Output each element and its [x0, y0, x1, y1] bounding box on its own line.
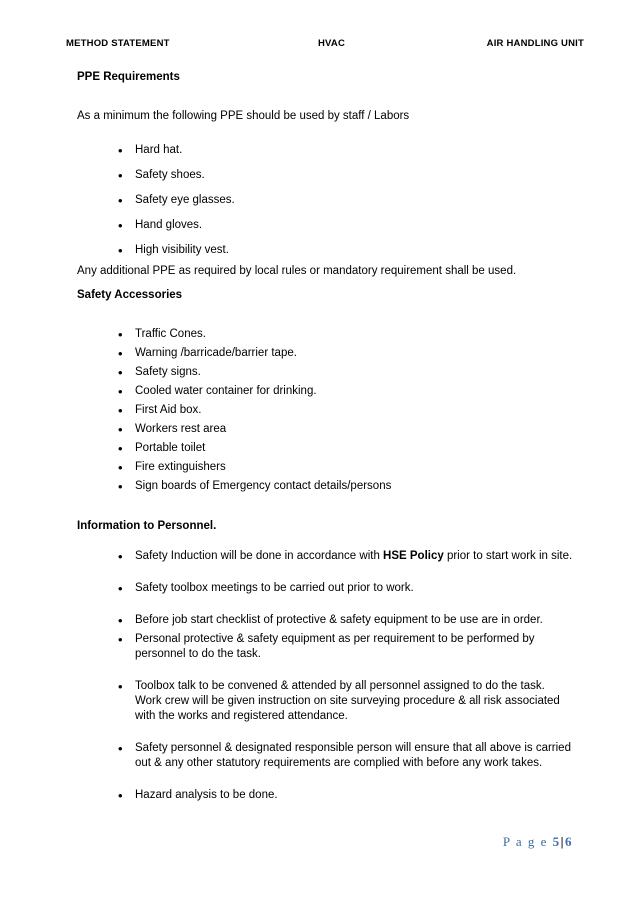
line: • Safety personnel & designated responsible person will ensure that all above is carried — [135, 742, 571, 754]
list-item: • Workers rest area — [115, 422, 595, 437]
page-separator: | — [560, 834, 565, 849]
list-item: • Hazard analysis to be done. — [115, 788, 595, 803]
page-footer — [503, 834, 573, 850]
safety-heading: Safety Accessories — [77, 289, 183, 301]
info-item1-pre: Safety Induction will be done in accordance with — [135, 550, 384, 562]
list-item: • Safety signs. — [115, 365, 595, 380]
header-right: AIR HANDLING UNIT — [486, 38, 584, 49]
list-item: • Warning /barricade/barrier tape. — [115, 346, 595, 361]
list-item — [115, 679, 595, 724]
line: personnel to do the task. — [135, 648, 261, 660]
ppe-intro: As a minimum the following PPE should be used by staff / Labors — [77, 110, 410, 122]
list-item: • Sign boards of Emergency contact details/persons — [115, 479, 595, 494]
header-center: HVAC — [318, 38, 346, 49]
line: • Toolbox talk to be convened & attended by all personnel assigned to do the task. — [135, 680, 545, 692]
list-item: • First Aid box. — [115, 403, 595, 418]
ppe-note: Any additional PPE as required by local rules or mandatory requirement shall be used. — [77, 265, 517, 277]
page-header — [66, 38, 584, 52]
hse-policy-term: HSE Policy — [383, 550, 444, 562]
page-total: 6 — [565, 834, 573, 849]
list-item: • Safety eye glasses. — [115, 193, 595, 208]
page-word: P a g e — [502, 834, 548, 849]
ppe-heading: PPE Requirements — [77, 71, 180, 83]
info-heading: Information to Personnel. — [77, 520, 217, 532]
ppe-list — [115, 143, 595, 258]
list-item: • Hand gloves. — [115, 218, 595, 233]
line: • Personal protective & safety equipment as per requirement to be performed by — [135, 633, 535, 645]
list-item — [115, 741, 595, 771]
list-item — [115, 632, 595, 662]
list-item — [115, 549, 595, 564]
list-item: • Portable toilet — [115, 441, 595, 456]
list-item: • Safety toolbox meetings to be carried out prior to work. — [115, 581, 595, 596]
list-item: • Before job start checklist of protective & safety equipment to be use are in order. — [115, 613, 595, 628]
info-list — [115, 549, 595, 803]
line: out & any other statutory requirements are complied with before any work takes. — [135, 757, 543, 769]
list-item: • Traffic Cones. — [115, 327, 595, 342]
info-item1-post: prior to start work in site. — [443, 550, 573, 562]
list-item: • Safety shoes. — [115, 168, 595, 183]
list-item: • High visibility vest. — [115, 243, 595, 258]
line: Work crew will be given instruction on site surveying procedure & all risk associated — [135, 695, 560, 707]
list-item: • Hard hat. — [115, 143, 595, 158]
list-item: • Fire extinguishers — [115, 460, 595, 475]
list-item: • Cooled water container for drinking. — [115, 384, 595, 399]
safety-list — [115, 327, 595, 494]
page-number: 5 — [552, 834, 561, 849]
header-left: METHOD STATEMENT — [66, 38, 170, 49]
line: with the works and registered attendance. — [135, 710, 348, 722]
